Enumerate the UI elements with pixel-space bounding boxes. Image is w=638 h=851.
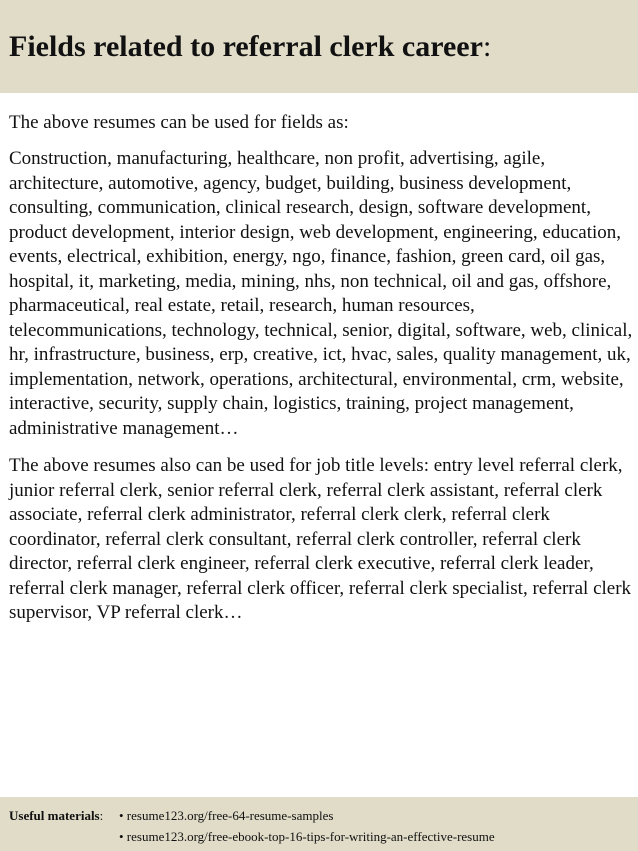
slide-body bbox=[9, 106, 635, 639]
intro-text: The above resumes can be used for fields as: bbox=[9, 112, 349, 133]
footer-row-1 bbox=[9, 805, 638, 826]
page-title-text: Fields related to referral clerk career bbox=[9, 30, 483, 63]
useful-materials-label bbox=[9, 805, 119, 826]
useful-materials-label-text: Useful materials bbox=[9, 808, 100, 823]
job-levels-paragraph: The above resumes also can be used for job title levels: entry level referral clerk, junior referral clerk, senior referral clerk, referral clerk assistant, referral clerk associate, referral clerk administrator, referral clerk clerk, referral clerk coordinator, referral clerk consultant, referral clerk controller, referral clerk director, referral clerk engineer, referral clerk executive, referral clerk leader, referral clerk manager, referral clerk officer, referral clerk specialist, referral clerk supervisor, VP referral clerk… bbox=[9, 455, 632, 623]
footer-row-2 bbox=[9, 826, 638, 847]
slide-header bbox=[0, 0, 638, 93]
useful-materials-label-colon: : bbox=[99, 808, 104, 823]
useful-materials-footer bbox=[0, 797, 638, 851]
page-title-colon: : bbox=[482, 30, 492, 63]
resource-link-ebook[interactable]: • resume123.org/free-ebook-top-16-tips-for-writing-an-effective-resume bbox=[119, 829, 495, 844]
page-title bbox=[9, 28, 638, 66]
resource-link-samples[interactable]: • resume123.org/free-64-resume-samples bbox=[119, 808, 334, 823]
fields-paragraph: Construction, manufacturing, healthcare, non profit, advertising, agile, architecture, automotive, agency, budget, building, business development, consulting, communication, clinical research, design, software development, product development, interior design, web development, engineering, education, events, electrical, exhibition, energy, ngo, finance, fashion, green card, oil gas, hospital, it, marketing, media, mining, nhs, non technical, oil and gas, offshore, pharmaceutical, real estate, retail, research, human resources, telecommunications, technology, technical, senior, digital, software, web, clinical, hr, infrastructure, business, erp, creative, ict, hvac, sales, quality management, uk, implementation, network, operations, architectural, environmental, crm, website, interactive, security, supply chain, logistics, training, project management, administrative management… bbox=[9, 148, 633, 439]
